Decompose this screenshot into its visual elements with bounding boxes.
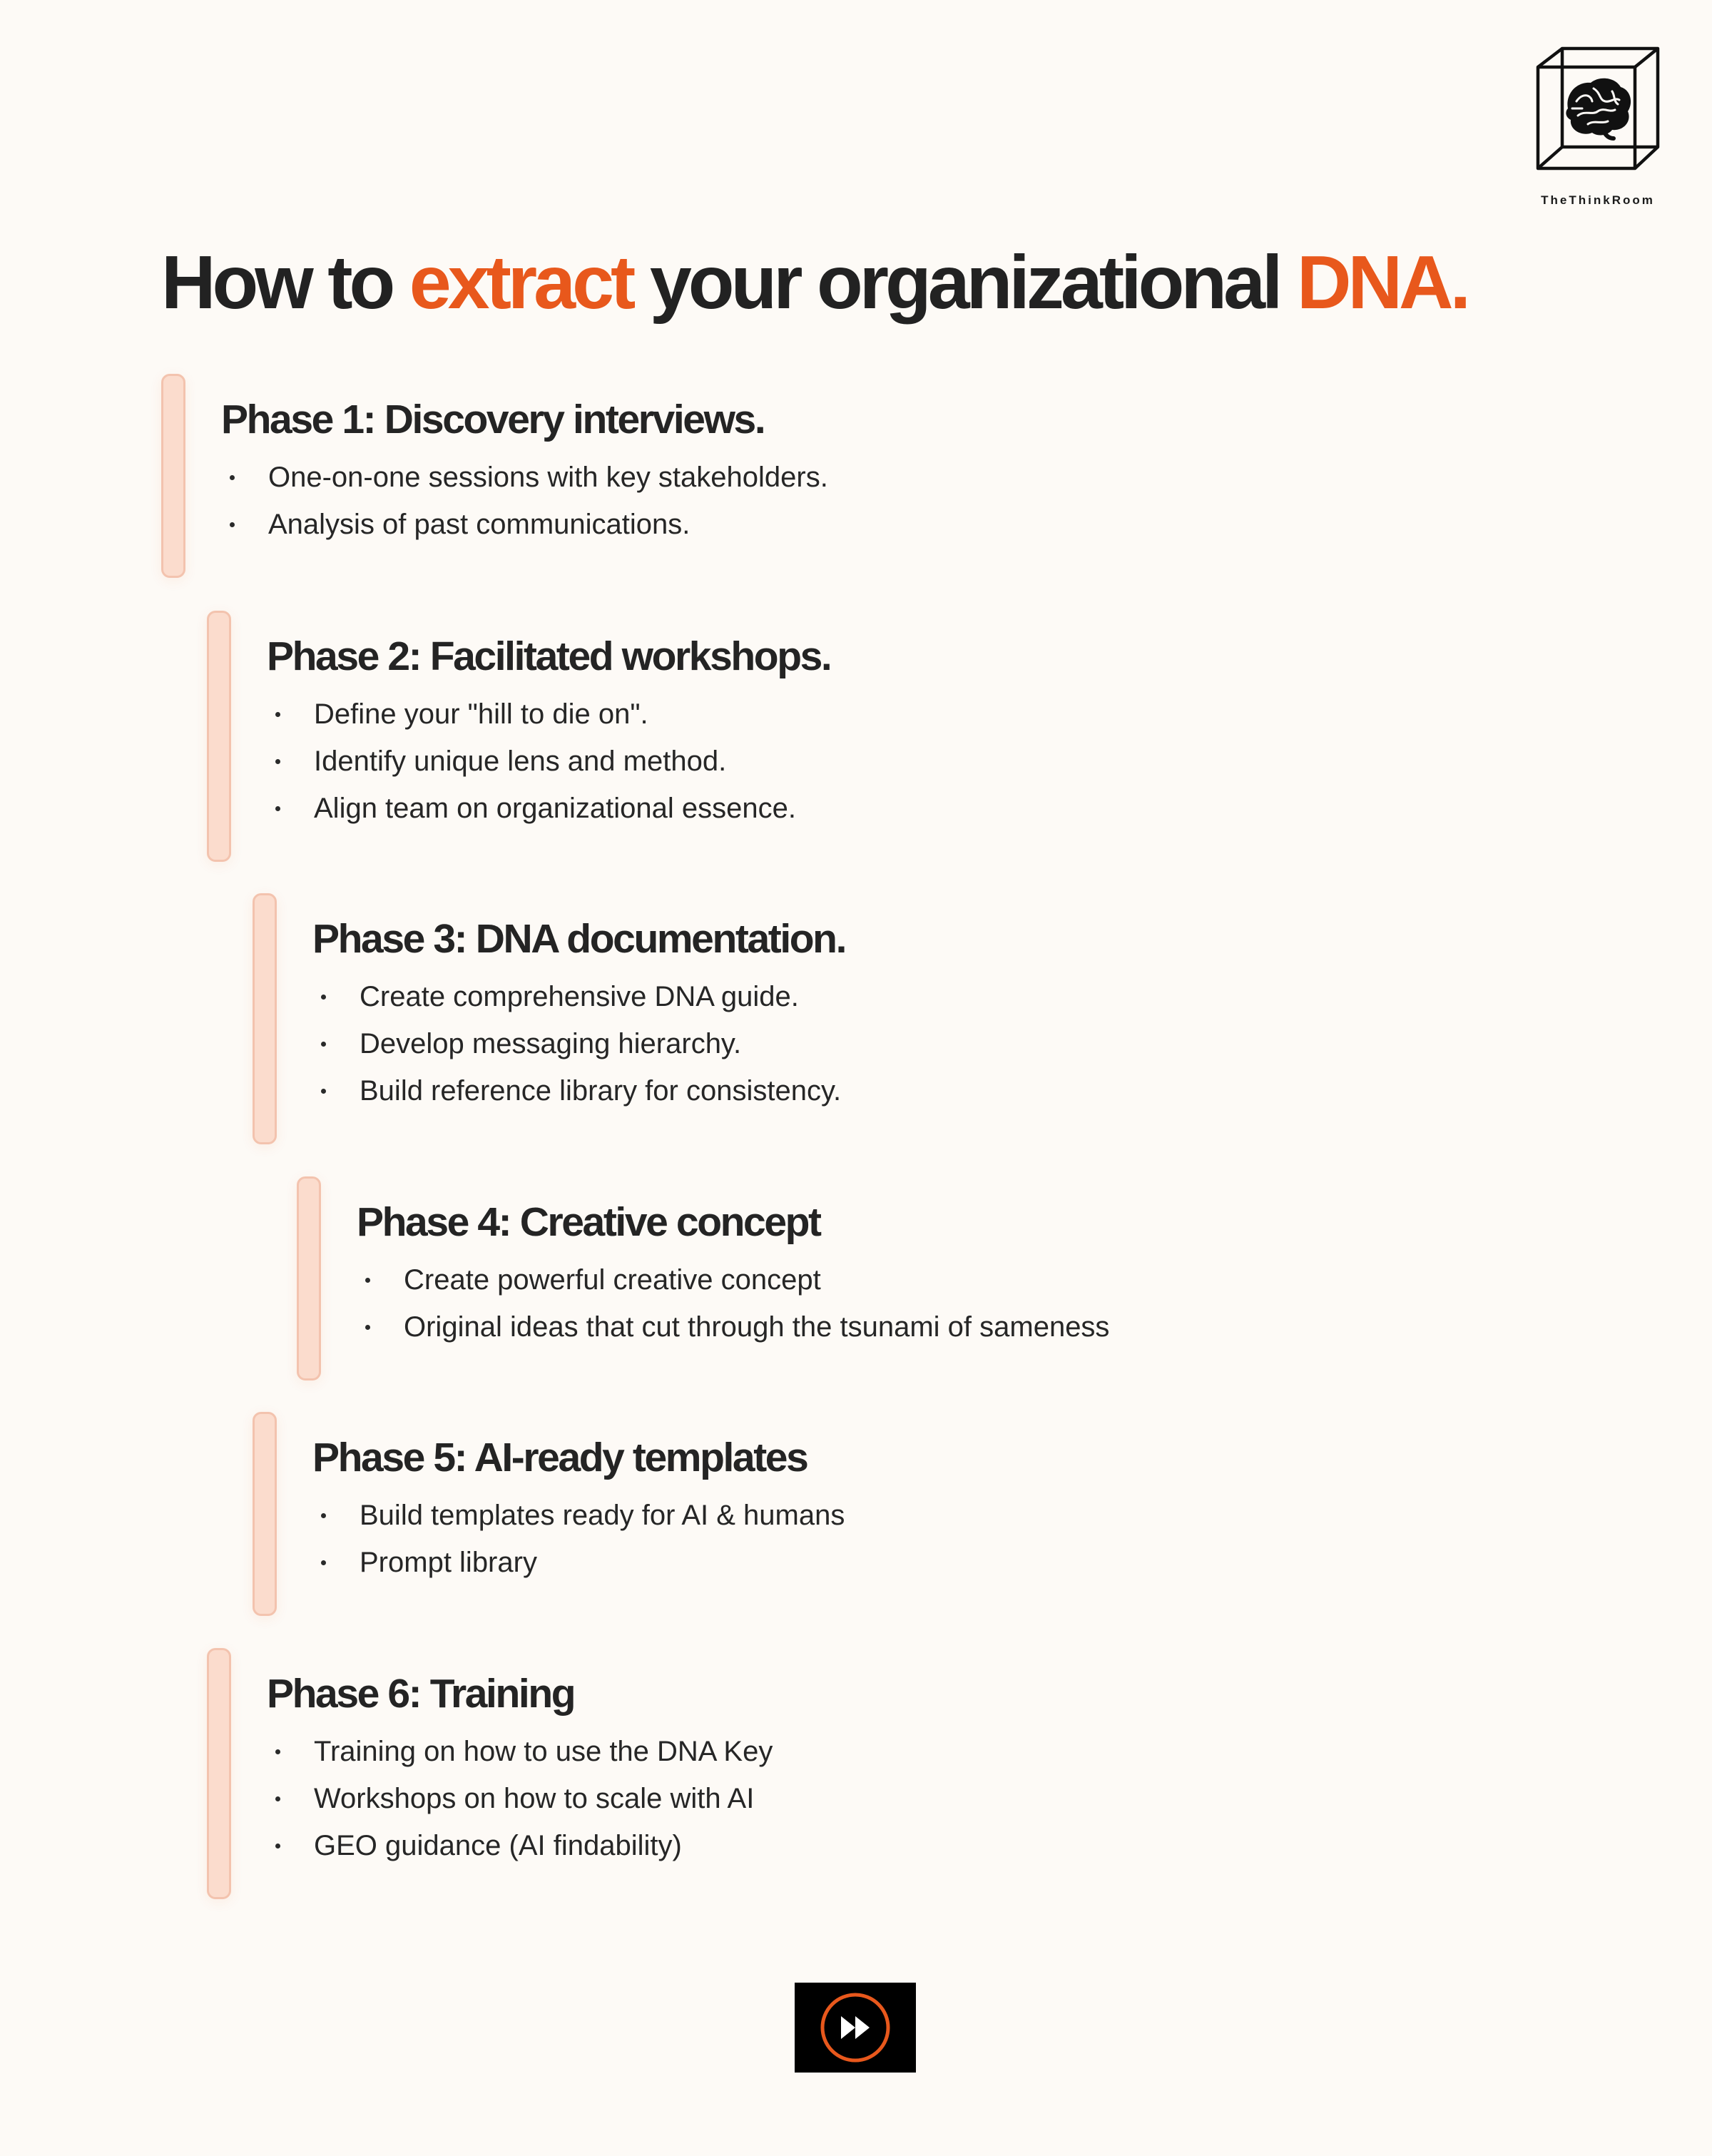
phase-marker-bar xyxy=(297,1176,321,1380)
phase-marker-bar xyxy=(253,1412,277,1616)
list-item: Define your "hill to die on". xyxy=(275,691,796,738)
list-item: Analysis of past communications. xyxy=(230,501,828,548)
title-accent-2: DNA. xyxy=(1296,240,1468,325)
phase-title: Phase 1: Discovery interviews. xyxy=(221,397,765,442)
list-item: Build templates ready for AI & humans xyxy=(321,1492,845,1539)
page-title xyxy=(161,241,1467,325)
list-item: Create powerful creative concept xyxy=(365,1256,1109,1303)
list-item: Workshops on how to scale with AI xyxy=(275,1775,773,1822)
phase-marker-bar xyxy=(207,1648,231,1899)
phase-title: Phase 2: Facilitated workshops. xyxy=(267,634,831,679)
list-item: GEO guidance (AI findability) xyxy=(275,1822,773,1869)
phase-title: Phase 6: Training xyxy=(267,1671,575,1717)
fast-forward-icon xyxy=(820,1992,891,2063)
phase-title: Phase 5: AI-ready templates xyxy=(312,1435,807,1480)
phase-marker-bar xyxy=(253,893,277,1144)
list-item: Training on how to use the DNA Key xyxy=(275,1728,773,1775)
title-part-2: your organizational xyxy=(632,240,1297,325)
phase-list xyxy=(275,691,796,832)
phase-list xyxy=(321,973,841,1114)
phase-title: Phase 4: Creative concept xyxy=(357,1199,820,1245)
list-item: Build reference library for consistency. xyxy=(321,1067,841,1114)
list-item: Prompt library xyxy=(321,1539,845,1586)
list-item: Original ideas that cut through the tsunami of sameness xyxy=(365,1303,1109,1351)
phase-marker-bar xyxy=(207,611,231,862)
phase-title: Phase 3: DNA documentation. xyxy=(312,916,846,962)
list-item: Identify unique lens and method. xyxy=(275,738,796,785)
next-button[interactable] xyxy=(795,1983,916,2073)
list-item: Align team on organizational essence. xyxy=(275,785,796,832)
title-part-1: How to xyxy=(161,240,409,325)
phase-list xyxy=(365,1256,1109,1351)
phase-marker-bar xyxy=(161,374,185,578)
phase-list xyxy=(275,1728,773,1869)
phase-list xyxy=(321,1492,845,1586)
brand-logo xyxy=(1534,44,1662,215)
list-item: Develop messaging hierarchy. xyxy=(321,1020,841,1067)
list-item: One-on-one sessions with key stakeholders. xyxy=(230,454,828,501)
list-item: Create comprehensive DNA guide. xyxy=(321,973,841,1020)
brain-in-cube-icon xyxy=(1534,44,1662,173)
brand-name: TheThinkRoom xyxy=(1541,193,1655,207)
phase-list xyxy=(230,454,828,548)
title-accent-1: extract xyxy=(409,240,633,325)
